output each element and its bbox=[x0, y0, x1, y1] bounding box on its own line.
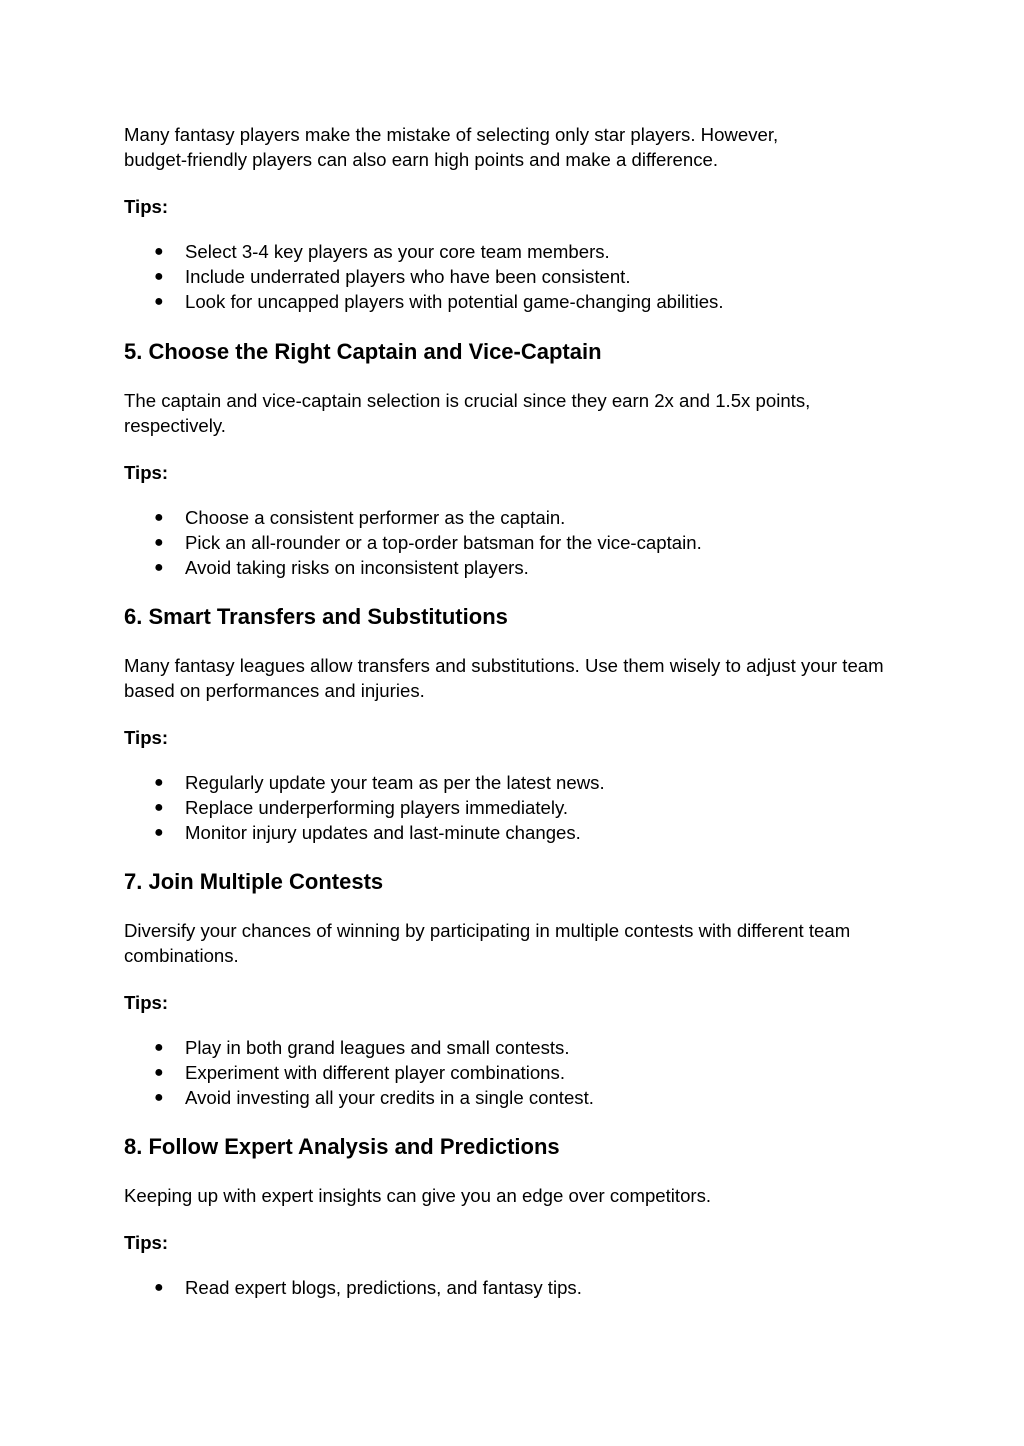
bullet-icon: ● bbox=[154, 534, 164, 551]
tips-list bbox=[124, 770, 914, 845]
list-item bbox=[124, 820, 914, 845]
tip-text: Avoid taking risks on inconsistent players. bbox=[185, 557, 529, 578]
section-7-tips-wrap bbox=[124, 1035, 914, 1110]
tips-label: Tips: bbox=[124, 727, 169, 748]
bullet-icon: ● bbox=[154, 824, 164, 841]
tips-label: Tips: bbox=[124, 1232, 169, 1253]
list-item bbox=[124, 555, 914, 580]
tips-label: Tips: bbox=[124, 196, 169, 217]
section-8-tips-wrap bbox=[124, 1275, 914, 1300]
section-paragraph: Many fantasy leagues allow transfers and substitutions. Use them wisely to adjust your team based on performances and injuries. bbox=[124, 655, 884, 701]
tips-list bbox=[124, 1035, 914, 1110]
section-heading: 6. Smart Transfers and Substitutions bbox=[124, 604, 508, 629]
bullet-icon: ● bbox=[154, 509, 164, 526]
bullet-icon: ● bbox=[154, 293, 164, 310]
bullet-icon: ● bbox=[154, 1064, 164, 1081]
tip-text: Replace underperforming players immediately. bbox=[185, 797, 569, 818]
tip-text: Regularly update your team as per the latest news. bbox=[185, 772, 605, 793]
intro-tips-wrap bbox=[124, 239, 914, 314]
section-5-paragraph-wrap bbox=[124, 388, 914, 438]
section-8-heading-wrap bbox=[124, 1133, 914, 1161]
intro-paragraph: Many fantasy players make the mistake of selecting only star players. However, budget-friendly players can also earn high points and make a difference. bbox=[124, 124, 779, 170]
list-item bbox=[124, 1035, 914, 1060]
section-8-paragraph-wrap bbox=[124, 1183, 914, 1208]
bullet-icon: ● bbox=[154, 243, 164, 260]
section-heading: 5. Choose the Right Captain and Vice-Captain bbox=[124, 339, 602, 364]
tips-list bbox=[124, 1275, 914, 1300]
bullet-icon: ● bbox=[154, 799, 164, 816]
list-item bbox=[124, 1275, 914, 1300]
section-paragraph: Keeping up with expert insights can give you an edge over competitors. bbox=[124, 1185, 712, 1206]
bullet-icon: ● bbox=[154, 1039, 164, 1056]
tip-text: Pick an all-rounder or a top-order batsman for the vice-captain. bbox=[185, 532, 702, 553]
section-6-tips-wrap bbox=[124, 770, 914, 845]
section-6-heading-wrap bbox=[124, 603, 914, 631]
list-item bbox=[124, 289, 914, 314]
bullet-icon: ● bbox=[154, 774, 164, 791]
list-item bbox=[124, 1085, 914, 1110]
tip-text: Select 3-4 key players as your core team members. bbox=[185, 241, 610, 262]
tips-label: Tips: bbox=[124, 462, 169, 483]
section-6-tips-label-wrap bbox=[124, 725, 914, 750]
section-heading: 7. Join Multiple Contests bbox=[124, 869, 384, 894]
tip-text: Look for uncapped players with potential game-changing abilities. bbox=[185, 291, 724, 312]
section-8-tips-label-wrap bbox=[124, 1230, 914, 1255]
intro-section bbox=[124, 122, 914, 172]
list-item bbox=[124, 505, 914, 530]
tips-list bbox=[124, 239, 914, 314]
bullet-icon: ● bbox=[154, 1089, 164, 1106]
intro-tips-label-wrap bbox=[124, 194, 914, 219]
section-paragraph: Diversify your chances of winning by participating in multiple contests with different team combinations. bbox=[124, 920, 851, 966]
section-5-tips-wrap bbox=[124, 505, 914, 580]
list-item bbox=[124, 770, 914, 795]
list-item bbox=[124, 795, 914, 820]
list-item bbox=[124, 264, 914, 289]
section-paragraph: The captain and vice-captain selection is crucial since they earn 2x and 1.5x points, respectively. bbox=[124, 390, 811, 436]
section-7-paragraph-wrap bbox=[124, 918, 914, 968]
tip-text: Avoid investing all your credits in a single contest. bbox=[185, 1087, 594, 1108]
section-7-tips-label-wrap bbox=[124, 990, 914, 1015]
tip-text: Play in both grand leagues and small contests. bbox=[185, 1037, 570, 1058]
section-5-tips-label-wrap bbox=[124, 460, 914, 485]
tips-list bbox=[124, 505, 914, 580]
section-5-heading-wrap bbox=[124, 338, 914, 366]
bullet-icon: ● bbox=[154, 1279, 164, 1296]
bullet-icon: ● bbox=[154, 268, 164, 285]
tip-text: Monitor injury updates and last-minute changes. bbox=[185, 822, 581, 843]
tip-text: Read expert blogs, predictions, and fantasy tips. bbox=[185, 1277, 582, 1298]
bullet-icon: ● bbox=[154, 559, 164, 576]
section-heading: 8. Follow Expert Analysis and Predictions bbox=[124, 1134, 560, 1159]
tip-text: Experiment with different player combinations. bbox=[185, 1062, 565, 1083]
list-item bbox=[124, 239, 914, 264]
tip-text: Include underrated players who have been consistent. bbox=[185, 266, 631, 287]
tip-text: Choose a consistent performer as the captain. bbox=[185, 507, 566, 528]
section-6-paragraph-wrap bbox=[124, 653, 914, 703]
list-item bbox=[124, 1060, 914, 1085]
section-7-heading-wrap bbox=[124, 868, 914, 896]
list-item bbox=[124, 530, 914, 555]
tips-label: Tips: bbox=[124, 992, 169, 1013]
